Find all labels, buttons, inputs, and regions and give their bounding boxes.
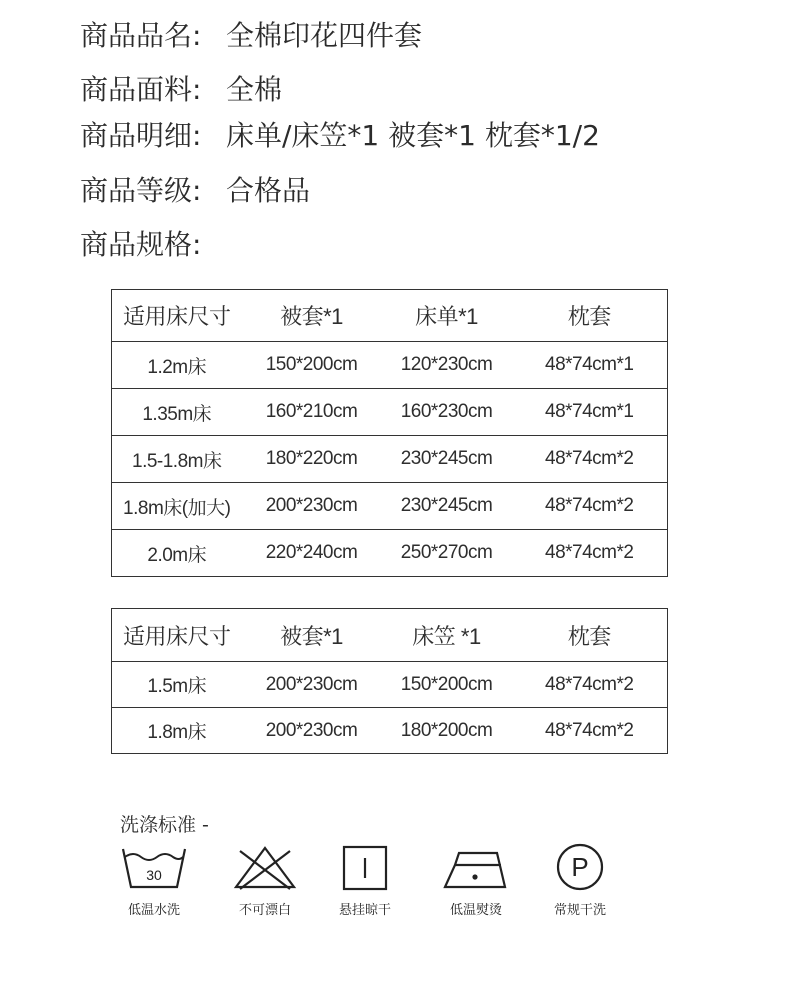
wash-tub-30-icon xyxy=(119,843,189,893)
info-label: 商品品名: xyxy=(80,19,202,52)
info-details xyxy=(80,119,600,152)
table-cell: 48*74cm*2 xyxy=(512,708,668,754)
table-row xyxy=(112,436,668,483)
table-cell: 180*200cm xyxy=(382,708,512,754)
table-cell: 1.8m床(加大) xyxy=(112,483,242,530)
wash-temperature: 30 xyxy=(146,867,162,883)
care-item-iron xyxy=(421,843,531,918)
care-item-wash xyxy=(99,843,209,918)
table-cell: 1.35m床 xyxy=(112,389,242,436)
table-header-row xyxy=(112,290,668,342)
info-grade xyxy=(80,174,311,207)
hang-dry-icon xyxy=(330,843,400,893)
info-label: 商品面料: xyxy=(80,73,202,106)
table-row xyxy=(112,662,668,708)
table-header-cell: 枕套 xyxy=(512,290,668,342)
info-fabric xyxy=(80,73,283,106)
table-cell: 200*230cm xyxy=(242,483,382,530)
info-product-name xyxy=(80,19,423,52)
table-cell: 150*200cm xyxy=(382,662,512,708)
care-item-hang-dry xyxy=(310,843,420,918)
table-header-row xyxy=(112,609,668,662)
table-row xyxy=(112,342,668,389)
info-spec xyxy=(80,228,226,261)
table-cell: 220*240cm xyxy=(242,530,382,577)
table-cell: 48*74cm*2 xyxy=(512,436,668,483)
info-value: 全棉印花四件套 xyxy=(226,19,423,52)
low-iron-icon xyxy=(441,843,511,893)
table-cell: 150*200cm xyxy=(242,342,382,389)
table-header-cell: 被套*1 xyxy=(242,609,382,662)
table-row xyxy=(112,530,668,577)
table-row xyxy=(112,483,668,530)
table-cell: 160*210cm xyxy=(242,389,382,436)
care-label: 低温熨烫 xyxy=(449,903,502,918)
info-value: 全棉 xyxy=(226,73,283,106)
info-value: 床单/床笠*1 被套*1 枕套*1/2 xyxy=(226,119,600,152)
table-cell: 48*74cm*1 xyxy=(512,389,668,436)
table-cell: 48*74cm*2 xyxy=(512,662,668,708)
table-header-cell: 床单*1 xyxy=(382,290,512,342)
info-label: 商品规格: xyxy=(80,228,202,261)
dry-clean-letter: P xyxy=(571,852,589,882)
table-header-cell: 床笠 *1 xyxy=(382,609,512,662)
care-label: 悬挂晾干 xyxy=(338,903,391,918)
info-value: 合格品 xyxy=(226,174,311,207)
table-cell: 180*220cm xyxy=(242,436,382,483)
info-label: 商品等级: xyxy=(80,174,202,207)
table-cell: 2.0m床 xyxy=(112,530,242,577)
table-cell: 1.5-1.8m床 xyxy=(112,436,242,483)
table-cell: 1.5m床 xyxy=(112,662,242,708)
care-item-no-bleach xyxy=(210,843,320,918)
table-row xyxy=(112,389,668,436)
dry-clean-p-icon xyxy=(545,843,615,893)
table-cell: 48*74cm*2 xyxy=(512,483,668,530)
table-cell: 230*245cm xyxy=(382,483,512,530)
table-header-cell: 适用床尺寸 xyxy=(112,609,242,662)
info-label: 商品明细: xyxy=(80,119,202,152)
care-label: 常规干洗 xyxy=(553,903,606,918)
care-label: 不可漂白 xyxy=(238,903,291,918)
no-bleach-icon xyxy=(230,843,300,893)
table-cell: 230*245cm xyxy=(382,436,512,483)
care-label: 低温水洗 xyxy=(127,903,180,918)
table-header-cell: 被套*1 xyxy=(242,290,382,342)
care-item-dry-clean xyxy=(525,843,635,918)
table-cell: 48*74cm*1 xyxy=(512,342,668,389)
table-header-cell: 适用床尺寸 xyxy=(112,290,242,342)
table-cell: 200*230cm xyxy=(242,708,382,754)
table-cell: 1.2m床 xyxy=(112,342,242,389)
table-cell: 1.8m床 xyxy=(112,708,242,754)
size-table-fitted-sheet xyxy=(111,608,668,754)
table-cell: 48*74cm*2 xyxy=(512,530,668,577)
size-table-sheet xyxy=(111,289,668,577)
table-cell: 120*230cm xyxy=(382,342,512,389)
table-row xyxy=(112,708,668,754)
table-cell: 160*230cm xyxy=(382,389,512,436)
table-cell: 250*270cm xyxy=(382,530,512,577)
table-cell: 200*230cm xyxy=(242,662,382,708)
table-header-cell: 枕套 xyxy=(512,609,668,662)
care-title: 洗涤标准 - xyxy=(120,814,209,836)
